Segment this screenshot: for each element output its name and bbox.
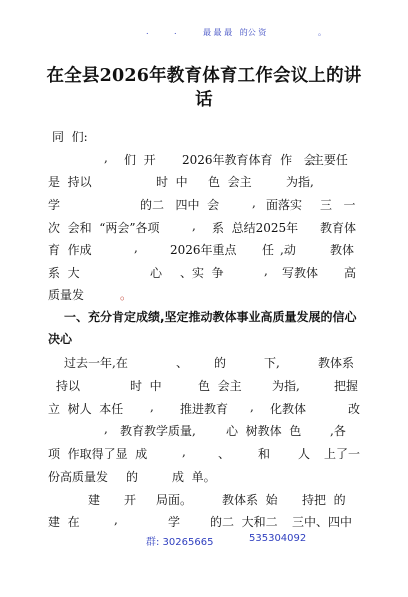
text-run: 教体: [330, 243, 355, 257]
text-run: ,: [250, 400, 254, 414]
text-run: 局面。: [156, 493, 193, 507]
text-run: 推进教育: [180, 402, 229, 416]
text-run: 的二 四中 会: [140, 198, 220, 212]
text-run: 任: [262, 243, 275, 257]
footer-group-number: 535304092: [249, 533, 307, 544]
text-run: 、实 争: [180, 266, 224, 280]
text-run: ,: [192, 219, 196, 233]
text-run: 育 作成: [48, 243, 92, 257]
text-run: ,: [104, 151, 108, 165]
header-text: 最 最 最 的公 资: [203, 28, 267, 37]
text-run: 成 单。: [172, 470, 216, 484]
text-run: 的: [214, 356, 227, 370]
text-run: 的: [126, 470, 139, 484]
text-run: 的二 大和二: [210, 515, 278, 529]
body-line: [0, 219, 408, 239]
text-run: 三中、四中: [292, 515, 353, 529]
text-run: 建 在: [48, 515, 80, 529]
text-run: 色 会主: [208, 175, 252, 189]
text-run: ,: [150, 400, 154, 414]
text-run: ,: [114, 513, 118, 527]
text-run: ,: [104, 422, 108, 436]
document-title: 在全县2026年教育体育工作会议上的讲: [46, 66, 362, 86]
text-run: 们 开: [124, 153, 156, 167]
text-run: 开: [124, 493, 137, 507]
section-heading-text: 决心: [48, 332, 73, 346]
text-run: 持把 的: [302, 493, 346, 507]
text-run: 面落实: [266, 198, 303, 212]
text-run: 过去一年,在: [64, 356, 128, 370]
footer-group-label: 群: 30265665: [146, 537, 214, 548]
body-line: [0, 445, 408, 465]
body-line: [0, 513, 408, 533]
text-run: ,各: [330, 424, 346, 438]
page-header: [0, 27, 408, 41]
text-run: 高: [344, 266, 357, 280]
text-run: ,: [252, 196, 256, 210]
text-run: 学: [48, 198, 61, 212]
text-run: 系 总结2025年: [212, 221, 299, 235]
text-run: ,主要任: [308, 153, 348, 167]
text-run: ,动: [280, 243, 296, 257]
text-run: 教育教学质量,: [120, 424, 196, 438]
body-line: [0, 354, 408, 374]
text-run: 为指,: [272, 379, 300, 393]
text-run: 2026年教育体育 作 会: [182, 153, 316, 167]
text-run: 学: [168, 515, 181, 529]
text-run: 次 会和 “两会”各项: [48, 221, 160, 235]
body-line: [0, 377, 408, 397]
text-run: 教体系 始: [222, 493, 278, 507]
text-run: 份高质量发: [48, 470, 109, 484]
header-dot: 。: [318, 28, 326, 37]
text-run: ,: [134, 241, 138, 255]
text-run: 。: [120, 288, 133, 302]
text-run: 教体系: [318, 356, 355, 370]
text-run: 心: [150, 266, 163, 280]
text-run: 色 会主: [198, 379, 242, 393]
text-run: 持以: [56, 379, 81, 393]
header-dot: .: [174, 27, 177, 36]
text-run: 质量发: [48, 288, 85, 302]
text-run: 心 树教体 色: [226, 424, 302, 438]
text-run: 三 一: [320, 198, 356, 212]
text-run: 时 中: [130, 379, 162, 393]
text-run: 项 作取得了显 成: [48, 447, 148, 461]
text-run: 写教体: [282, 266, 319, 280]
text-run: 为指,: [286, 175, 314, 189]
header-dot: .: [146, 27, 149, 36]
text-run: 人: [298, 447, 311, 461]
text-run: 建: [88, 493, 101, 507]
section-heading-text: 一、充分肯定成绩,坚定推动教体事业高质量发展的信心: [64, 310, 357, 324]
text-run: 、: [176, 356, 189, 370]
body-line: [0, 196, 408, 216]
text-run: 系 大: [48, 266, 80, 280]
text-run: ,: [264, 264, 268, 278]
text-run: 改: [348, 402, 361, 416]
text-run: 是 持以: [48, 175, 92, 189]
body-line: [0, 491, 408, 511]
text-run: 把握: [334, 379, 359, 393]
body-line: [0, 173, 408, 193]
text-run: 时 中: [156, 175, 188, 189]
text-run: ,: [182, 445, 186, 459]
text-run: 2026年重点: [170, 243, 237, 257]
document-title-continued: 话: [195, 90, 213, 110]
body-line: [0, 241, 408, 261]
text-run: 下,: [264, 356, 280, 370]
text-run: 上了一: [324, 447, 361, 461]
body-line: [0, 422, 408, 442]
body-line: [0, 264, 408, 284]
text-run: 化教体: [270, 402, 307, 416]
body-line: [0, 400, 408, 420]
text-run: 和: [258, 447, 271, 461]
body-line: [0, 468, 408, 488]
text-run: 同 们:: [52, 130, 88, 144]
body-line: [0, 151, 408, 171]
page-footer: [0, 533, 408, 549]
text-run: 立 树人 本任: [48, 402, 124, 416]
text-run: 、: [218, 447, 231, 461]
body-line: [0, 286, 408, 306]
text-run: 教育体: [320, 221, 357, 235]
body-line: [0, 128, 408, 148]
